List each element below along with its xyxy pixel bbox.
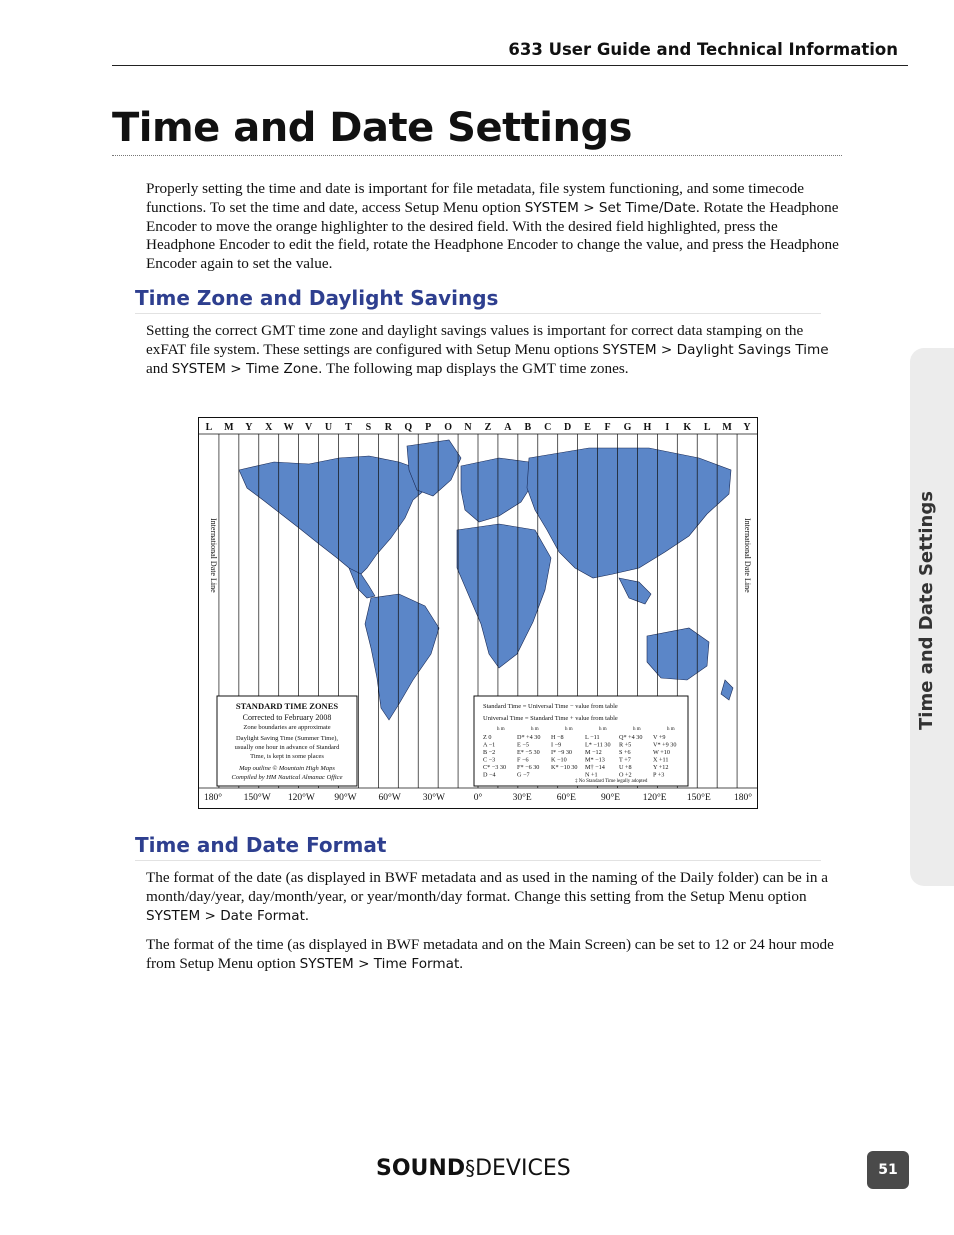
degree-label: 0° — [473, 793, 483, 803]
intro-paragraph — [146, 180, 840, 274]
degree-label: 60°E — [556, 793, 576, 803]
zone-letter: S — [365, 422, 372, 433]
legend-corrected: Corrected to February 2008 — [242, 713, 332, 722]
zone-offset-cell: R +5 — [619, 741, 632, 749]
hm-header: h m — [633, 727, 641, 732]
zone-letter: Y — [743, 422, 751, 433]
hm-header: h m — [497, 727, 505, 732]
zone-offset-cell: M −12 — [585, 749, 602, 756]
intro-text-2: . Rotate the Headphone Encoder to move the orange highlighter to the desired field. With the desired field highlighted, press the Headphone Encoder to edit the field, rotate the Headphone Encoder to change the value, and press the Headphone Encoder again to set the value. — [146, 198, 839, 273]
time-format-paragraph — [146, 936, 840, 974]
zone-offset-cell: Z 0 — [483, 734, 492, 741]
zone-letter: Q — [404, 422, 413, 433]
zone-letter: N — [464, 422, 472, 433]
zone-offset-cell: U +8 — [619, 764, 632, 771]
zone-offset-cell: M* −13 — [585, 756, 605, 764]
section-heading-date-format: Time and Date Format — [135, 833, 387, 857]
zone-offset-cell: K −10 — [551, 756, 567, 764]
logo-light-text: DEVICES — [475, 1156, 571, 1181]
date-format-paragraph — [146, 869, 840, 925]
hm-header: h m — [667, 727, 675, 732]
section-heading-time-zone: Time Zone and Daylight Savings — [135, 286, 499, 310]
tz-text-3: The following map displays the GMT time zones. — [322, 359, 629, 377]
zone-letter: W — [283, 422, 294, 433]
date-format-command: SYSTEM > Date Format — [146, 907, 305, 924]
header-rule — [112, 65, 908, 66]
zone-offset-cell: P +3 — [653, 771, 665, 779]
title-rule — [112, 155, 842, 156]
zone-letter: O — [444, 422, 452, 433]
zone-letter: E — [584, 422, 591, 433]
zone-offset-cell: C −3 — [483, 756, 496, 764]
section-rule — [135, 860, 821, 861]
zone-offset-cell: G −7 — [517, 771, 530, 779]
logo-swirl-icon: § — [465, 1156, 476, 1180]
zone-letter: I — [665, 422, 670, 433]
time-format-text-1: The format of the time (as displayed in BWF metadata and on the Main Screen) can be set to 12 or 24 hour mode from Setup Menu option — [146, 936, 834, 972]
zone-letter: R — [384, 422, 392, 433]
legend-dst-3: Time, is kept in some places — [250, 753, 324, 760]
time-format-text-2: . — [459, 954, 464, 972]
degree-label: 180° — [733, 793, 753, 803]
tz-text-1: Setting the correct GMT time zone and daylight savings values is important for correct data stamping on the exFAT file system. These settings are configured with Setup Menu options — [146, 322, 804, 358]
zone-letter: V — [304, 422, 313, 433]
zone-letter: L — [205, 422, 213, 433]
time-format-command: SYSTEM > Time Format — [299, 955, 460, 972]
degree-label: 30°W — [422, 793, 445, 803]
zone-offset-cell: O +2 — [619, 771, 632, 779]
degree-label: 150°E — [686, 793, 711, 803]
zone-offset-cell: E −5 — [517, 741, 529, 749]
zone-offset-cell: V +9 — [653, 734, 666, 741]
intro-text-1: Properly setting the time and date is important for file metadata, file system functioning, and some timecode functions. To set the time and date, access Setup Menu option — [146, 180, 804, 216]
hm-header: h m — [599, 727, 607, 732]
zone-offset-cell: L* −11 30 — [585, 741, 611, 749]
degree-label: 180° — [203, 793, 223, 803]
degree-label: 120°W — [287, 793, 315, 803]
zone-letter: M — [224, 422, 234, 433]
zone-offset-cell: E* −5 30 — [517, 749, 540, 756]
legend-dst-2: usually one hour in advance of Standard — [234, 744, 340, 751]
formula-2: Universal Time = Standard Time + value from table — [483, 715, 618, 722]
legend-outline: Map outline © Mountain High Maps — [239, 765, 335, 772]
zone-letter: F — [604, 422, 611, 433]
degree-label: 90°W — [334, 793, 357, 803]
zone-letter: M — [722, 422, 732, 433]
formula-1: Standard Time = Universal Time − value from table — [483, 703, 618, 710]
date-format-text-2: . — [304, 906, 309, 924]
zone-letter: X — [265, 422, 273, 433]
zone-offset-cell: V* +9 30 — [653, 741, 677, 749]
zone-offset-cell: F* −6 30 — [517, 764, 540, 771]
zone-offset-cell: M† −14 — [585, 764, 605, 771]
zone-offset-cell: Q* +4 30 — [619, 734, 643, 741]
zone-letter: Z — [484, 422, 492, 433]
degree-label: 150°W — [243, 793, 271, 803]
degree-label: 60°W — [378, 793, 401, 803]
zone-letter: A — [504, 422, 512, 433]
degree-label: 120°E — [642, 793, 667, 803]
zone-offset-cell: Y +12 — [653, 764, 669, 771]
hm-header: h m — [531, 727, 539, 732]
tz-text-2: and — [146, 359, 172, 377]
zone-letter: B — [524, 422, 532, 433]
zone-offset-cell: T +7 — [619, 756, 631, 764]
zone-offset-cell: X +11 — [653, 756, 669, 764]
table-footnote: ‡ No Standard Time legally adopted — [575, 779, 648, 784]
section-rule — [135, 313, 821, 314]
zone-offset-cell: W +10 — [653, 749, 670, 756]
zone-offset-cell: H −8 — [551, 734, 564, 741]
time-zone-paragraph — [146, 322, 840, 378]
zone-letter: L — [703, 422, 711, 433]
zone-letter: H — [643, 422, 652, 433]
date-line-label-right: International Date Line — [743, 518, 752, 593]
zone-offset-cell: A −1 — [483, 741, 496, 749]
legend-compiled: Compiled by HM Nautical Almanac Office — [231, 774, 343, 781]
zone-letter: K — [683, 422, 692, 433]
logo-bold-text: SOUND — [376, 1156, 466, 1181]
degree-label: 30°E — [512, 793, 532, 803]
zone-offset-cell: D* +4 30 — [517, 734, 541, 741]
zone-offset-cell: K* −10 30 — [551, 764, 578, 771]
degree-label: 90°E — [600, 793, 621, 803]
world-time-zone-map — [198, 417, 758, 809]
legend-dst-1: Daylight Saving Time (Summer Time), — [235, 735, 339, 742]
zone-offset-cell: F −6 — [517, 756, 529, 764]
zone-offset-cell: C* −3 30 — [483, 764, 507, 771]
zone-letter: D — [564, 422, 572, 433]
legend-title: STANDARD TIME ZONES — [235, 701, 339, 711]
zone-offset-cell: D −4 — [483, 771, 496, 779]
intro-command: SYSTEM > Set Time/Date — [524, 199, 696, 216]
zone-letter: C — [544, 422, 552, 433]
date-format-text-1: The format of the date (as displayed in BWF metadata and as used in the naming of the Daily folder) can be in a month/day/year, day/month/year, or year/month/day format. Change this setting from the Setup Menu option — [146, 869, 828, 905]
zone-offset-cell: B −2 — [483, 749, 496, 756]
zone-letter: Y — [245, 422, 253, 433]
zone-letter: U — [324, 422, 333, 433]
footer-logo — [376, 1156, 571, 1181]
header-title: 633 User Guide and Technical Information — [508, 40, 898, 59]
legend-approx: Zone boundaries are approximate — [243, 724, 331, 731]
zone-letter: G — [623, 422, 632, 433]
zone-letter: P — [425, 422, 432, 433]
date-line-label-left: International Date Line — [209, 518, 218, 593]
page-title: Time and Date Settings — [112, 105, 632, 151]
tz-command-zone: SYSTEM > Time Zone. — [171, 360, 323, 377]
zone-offset-cell: I −9 — [551, 741, 562, 749]
map-svg — [199, 418, 757, 808]
hm-header: h m — [565, 727, 573, 732]
zone-offset-cell: I* −9 30 — [551, 749, 573, 756]
page-number: 51 — [867, 1151, 909, 1189]
zone-offset-cell: N +1 — [585, 771, 598, 779]
zone-offset-cell: S +6 — [619, 749, 631, 756]
tz-command-dst: SYSTEM > Daylight Savings Time — [602, 341, 829, 358]
side-tab-label: Time and Date Settings — [916, 491, 937, 730]
zone-offset-cell: L −11 — [585, 734, 600, 741]
zone-letter: T — [345, 422, 352, 433]
